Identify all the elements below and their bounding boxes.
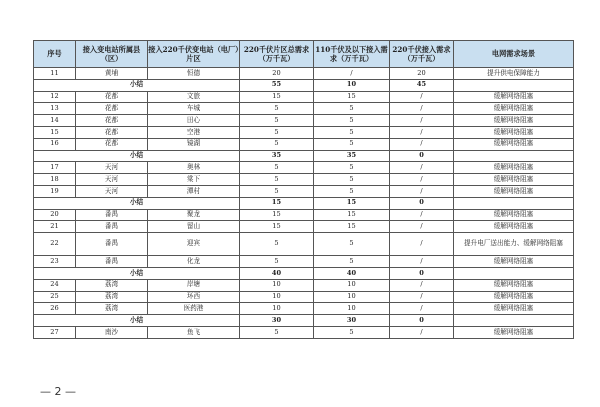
table-cell: 18 [34, 174, 76, 186]
table-cell [454, 315, 574, 327]
table-cell: / [314, 68, 390, 80]
column-header: 电网需求场景 [454, 41, 574, 68]
table-cell: 迎宾 [148, 233, 240, 256]
table-cell: 5 [314, 103, 390, 115]
table-cell: / [390, 162, 454, 174]
table-cell: 10 [240, 291, 314, 303]
table-cell: 15 [314, 197, 390, 209]
table-cell: 5 [314, 233, 390, 256]
column-header: 序号 [34, 41, 76, 68]
subtotal-label: 小结 [34, 267, 240, 279]
table-cell: 5 [314, 138, 390, 150]
table-cell: 10 [314, 279, 390, 291]
table-cell: 番禺 [76, 256, 148, 268]
table-row [34, 233, 574, 256]
table-cell: 40 [314, 267, 390, 279]
table-cell: / [390, 126, 454, 138]
table-cell: 缓解网络阻塞 [454, 291, 574, 303]
table-cell: 15 [240, 209, 314, 221]
table-cell: 0 [390, 197, 454, 209]
table-cell: 花都 [76, 115, 148, 127]
table-row [34, 103, 574, 115]
table-cell [454, 79, 574, 91]
table-cell: 医药港 [148, 303, 240, 315]
table-row [34, 115, 574, 127]
table-cell: / [390, 185, 454, 197]
table-cell: 0 [390, 267, 454, 279]
table-cell: 5 [240, 233, 314, 256]
table-row [34, 126, 574, 138]
table-row [34, 326, 574, 338]
table-cell: 5 [240, 126, 314, 138]
table-cell: 花都 [76, 103, 148, 115]
table-cell: 5 [314, 256, 390, 268]
table-cell: 40 [240, 267, 314, 279]
table-cell: / [390, 291, 454, 303]
table-cell: 23 [34, 256, 76, 268]
table-cell: 11 [34, 68, 76, 80]
table-cell: 21 [34, 221, 76, 233]
table-cell: 45 [390, 79, 454, 91]
table-cell: / [390, 221, 454, 233]
demand-table [33, 40, 574, 339]
table-cell: 15 [240, 197, 314, 209]
table-cell: 缓解网络阻塞 [454, 326, 574, 338]
table-cell: 鱼飞 [148, 326, 240, 338]
table-cell: 20 [240, 68, 314, 80]
subtotal-row [34, 315, 574, 327]
table-cell: 5 [240, 162, 314, 174]
table-cell: 5 [314, 115, 390, 127]
table-cell: 留山 [148, 221, 240, 233]
table-cell: 15 [240, 91, 314, 103]
table-cell: 奥林 [148, 162, 240, 174]
table-cell: 10 [314, 303, 390, 315]
table-cell: 提升供电保障能力 [454, 68, 574, 80]
subtotal-row [34, 197, 574, 209]
table-row [34, 209, 574, 221]
table-cell: 20 [34, 209, 76, 221]
table-cell: 15 [314, 209, 390, 221]
table-cell: 缓解网络阻塞 [454, 103, 574, 115]
table-cell: 26 [34, 303, 76, 315]
table-cell: 空港 [148, 126, 240, 138]
column-header: 220千伏片区总需求（万千瓦） [240, 41, 314, 68]
table-cell: 5 [314, 185, 390, 197]
table-cell: 天河 [76, 174, 148, 186]
column-header: 接入220千伏变电站（电厂）片区 [148, 41, 240, 68]
table-cell: 35 [240, 150, 314, 162]
table-cell: 缓解网络阻塞 [454, 279, 574, 291]
table-row [34, 185, 574, 197]
table-cell: 天河 [76, 185, 148, 197]
table-cell: 缓解网络阻塞 [454, 91, 574, 103]
table-cell: 缓解网络阻塞 [454, 162, 574, 174]
subtotal-row [34, 79, 574, 91]
header-row [34, 41, 574, 68]
table-cell: 缓解网络阻塞 [454, 185, 574, 197]
table-cell [454, 267, 574, 279]
table-cell [454, 197, 574, 209]
table-cell: 17 [34, 162, 76, 174]
table-cell: 25 [34, 291, 76, 303]
table-cell: 35 [314, 150, 390, 162]
table-cell: / [390, 174, 454, 186]
table-cell: 19 [34, 185, 76, 197]
table-cell: 荔湾 [76, 303, 148, 315]
table-cell: 10 [314, 79, 390, 91]
table-cell: 番禺 [76, 233, 148, 256]
table-cell: / [390, 326, 454, 338]
table-cell: 15 [240, 221, 314, 233]
subtotal-row [34, 150, 574, 162]
table-cell: 15 [314, 91, 390, 103]
table-cell: / [390, 138, 454, 150]
table-cell: 缓解网络阻塞 [454, 256, 574, 268]
table-cell: / [390, 256, 454, 268]
table-cell: 24 [34, 279, 76, 291]
table-cell: 南沙 [76, 326, 148, 338]
table-cell: / [390, 279, 454, 291]
table-cell: 55 [240, 79, 314, 91]
table-cell: 10 [240, 303, 314, 315]
table-cell: / [390, 209, 454, 221]
table-cell: 5 [314, 162, 390, 174]
table-cell: 缓解网络阻塞 [454, 126, 574, 138]
table-cell: / [390, 103, 454, 115]
table-cell: 环西 [148, 291, 240, 303]
table-cell: 缓解网络阻塞 [454, 115, 574, 127]
table-cell: 5 [240, 326, 314, 338]
table-cell: 10 [240, 279, 314, 291]
document-page [33, 40, 573, 339]
table-cell: / [390, 233, 454, 256]
column-header: 220千伏接入需求（万千瓦） [390, 41, 454, 68]
table-cell: 0 [390, 315, 454, 327]
table-cell: 岸塘 [148, 279, 240, 291]
table-cell: 13 [34, 103, 76, 115]
page-number: — 2 — [40, 385, 76, 398]
table-cell: 5 [314, 126, 390, 138]
table-cell: 荔湾 [76, 291, 148, 303]
table-row [34, 221, 574, 233]
table-cell: 5 [240, 174, 314, 186]
table-cell: 花都 [76, 126, 148, 138]
table-cell: 30 [314, 315, 390, 327]
column-header: 110千伏及以下接入需求（万千瓦） [314, 41, 390, 68]
table-cell: 30 [240, 315, 314, 327]
table-cell: 潭村 [148, 185, 240, 197]
table-cell: 车城 [148, 103, 240, 115]
table-cell: 5 [240, 103, 314, 115]
table-cell: 花都 [76, 91, 148, 103]
subtotal-label: 小结 [34, 150, 240, 162]
table-body [34, 68, 574, 339]
table-cell: 15 [34, 126, 76, 138]
table-cell: 缓解网络阻塞 [454, 221, 574, 233]
column-header: 接入变电站所属县（区） [76, 41, 148, 68]
table-cell [454, 150, 574, 162]
table-cell: 缓解网络阻塞 [454, 209, 574, 221]
table-cell: / [390, 303, 454, 315]
table-cell: / [390, 115, 454, 127]
table-cell: 化龙 [148, 256, 240, 268]
table-cell: 番禺 [76, 221, 148, 233]
table-cell: 缓解网络阻塞 [454, 303, 574, 315]
table-cell: 恒德 [148, 68, 240, 80]
table-cell: 22 [34, 233, 76, 256]
table-cell: 5 [314, 174, 390, 186]
table-cell: 0 [390, 150, 454, 162]
table-cell: 缓解网络阻塞 [454, 174, 574, 186]
table-cell: 5 [240, 256, 314, 268]
table-row [34, 279, 574, 291]
table-cell: 20 [390, 68, 454, 80]
table-cell: 文旅 [148, 91, 240, 103]
table-cell: 花都 [76, 138, 148, 150]
table-cell: 14 [34, 115, 76, 127]
table-cell: 提升电厂送出能力、缓解网络阻塞 [454, 233, 574, 256]
table-row [34, 174, 574, 186]
table-row [34, 256, 574, 268]
table-cell: 5 [314, 326, 390, 338]
table-row [34, 68, 574, 80]
table-row [34, 291, 574, 303]
table-cell: / [390, 91, 454, 103]
table-cell: 10 [314, 291, 390, 303]
table-cell: 12 [34, 91, 76, 103]
table-row [34, 91, 574, 103]
subtotal-label: 小结 [34, 79, 240, 91]
table-cell: 27 [34, 326, 76, 338]
table-cell: 棠下 [148, 174, 240, 186]
subtotal-label: 小结 [34, 315, 240, 327]
subtotal-row [34, 267, 574, 279]
table-cell: 黄埔 [76, 68, 148, 80]
table-row [34, 303, 574, 315]
table-row [34, 138, 574, 150]
table-cell: 番禺 [76, 209, 148, 221]
table-cell: 5 [240, 138, 314, 150]
table-cell: 天河 [76, 162, 148, 174]
table-cell: 5 [240, 115, 314, 127]
table-cell: 田心 [148, 115, 240, 127]
table-cell: 16 [34, 138, 76, 150]
table-cell: 荔湾 [76, 279, 148, 291]
table-cell: 聚龙 [148, 209, 240, 221]
subtotal-label: 小结 [34, 197, 240, 209]
table-row [34, 162, 574, 174]
table-cell: 缓解网络阻塞 [454, 138, 574, 150]
table-cell: 15 [314, 221, 390, 233]
table-cell: 镜湖 [148, 138, 240, 150]
table-cell: 5 [240, 185, 314, 197]
